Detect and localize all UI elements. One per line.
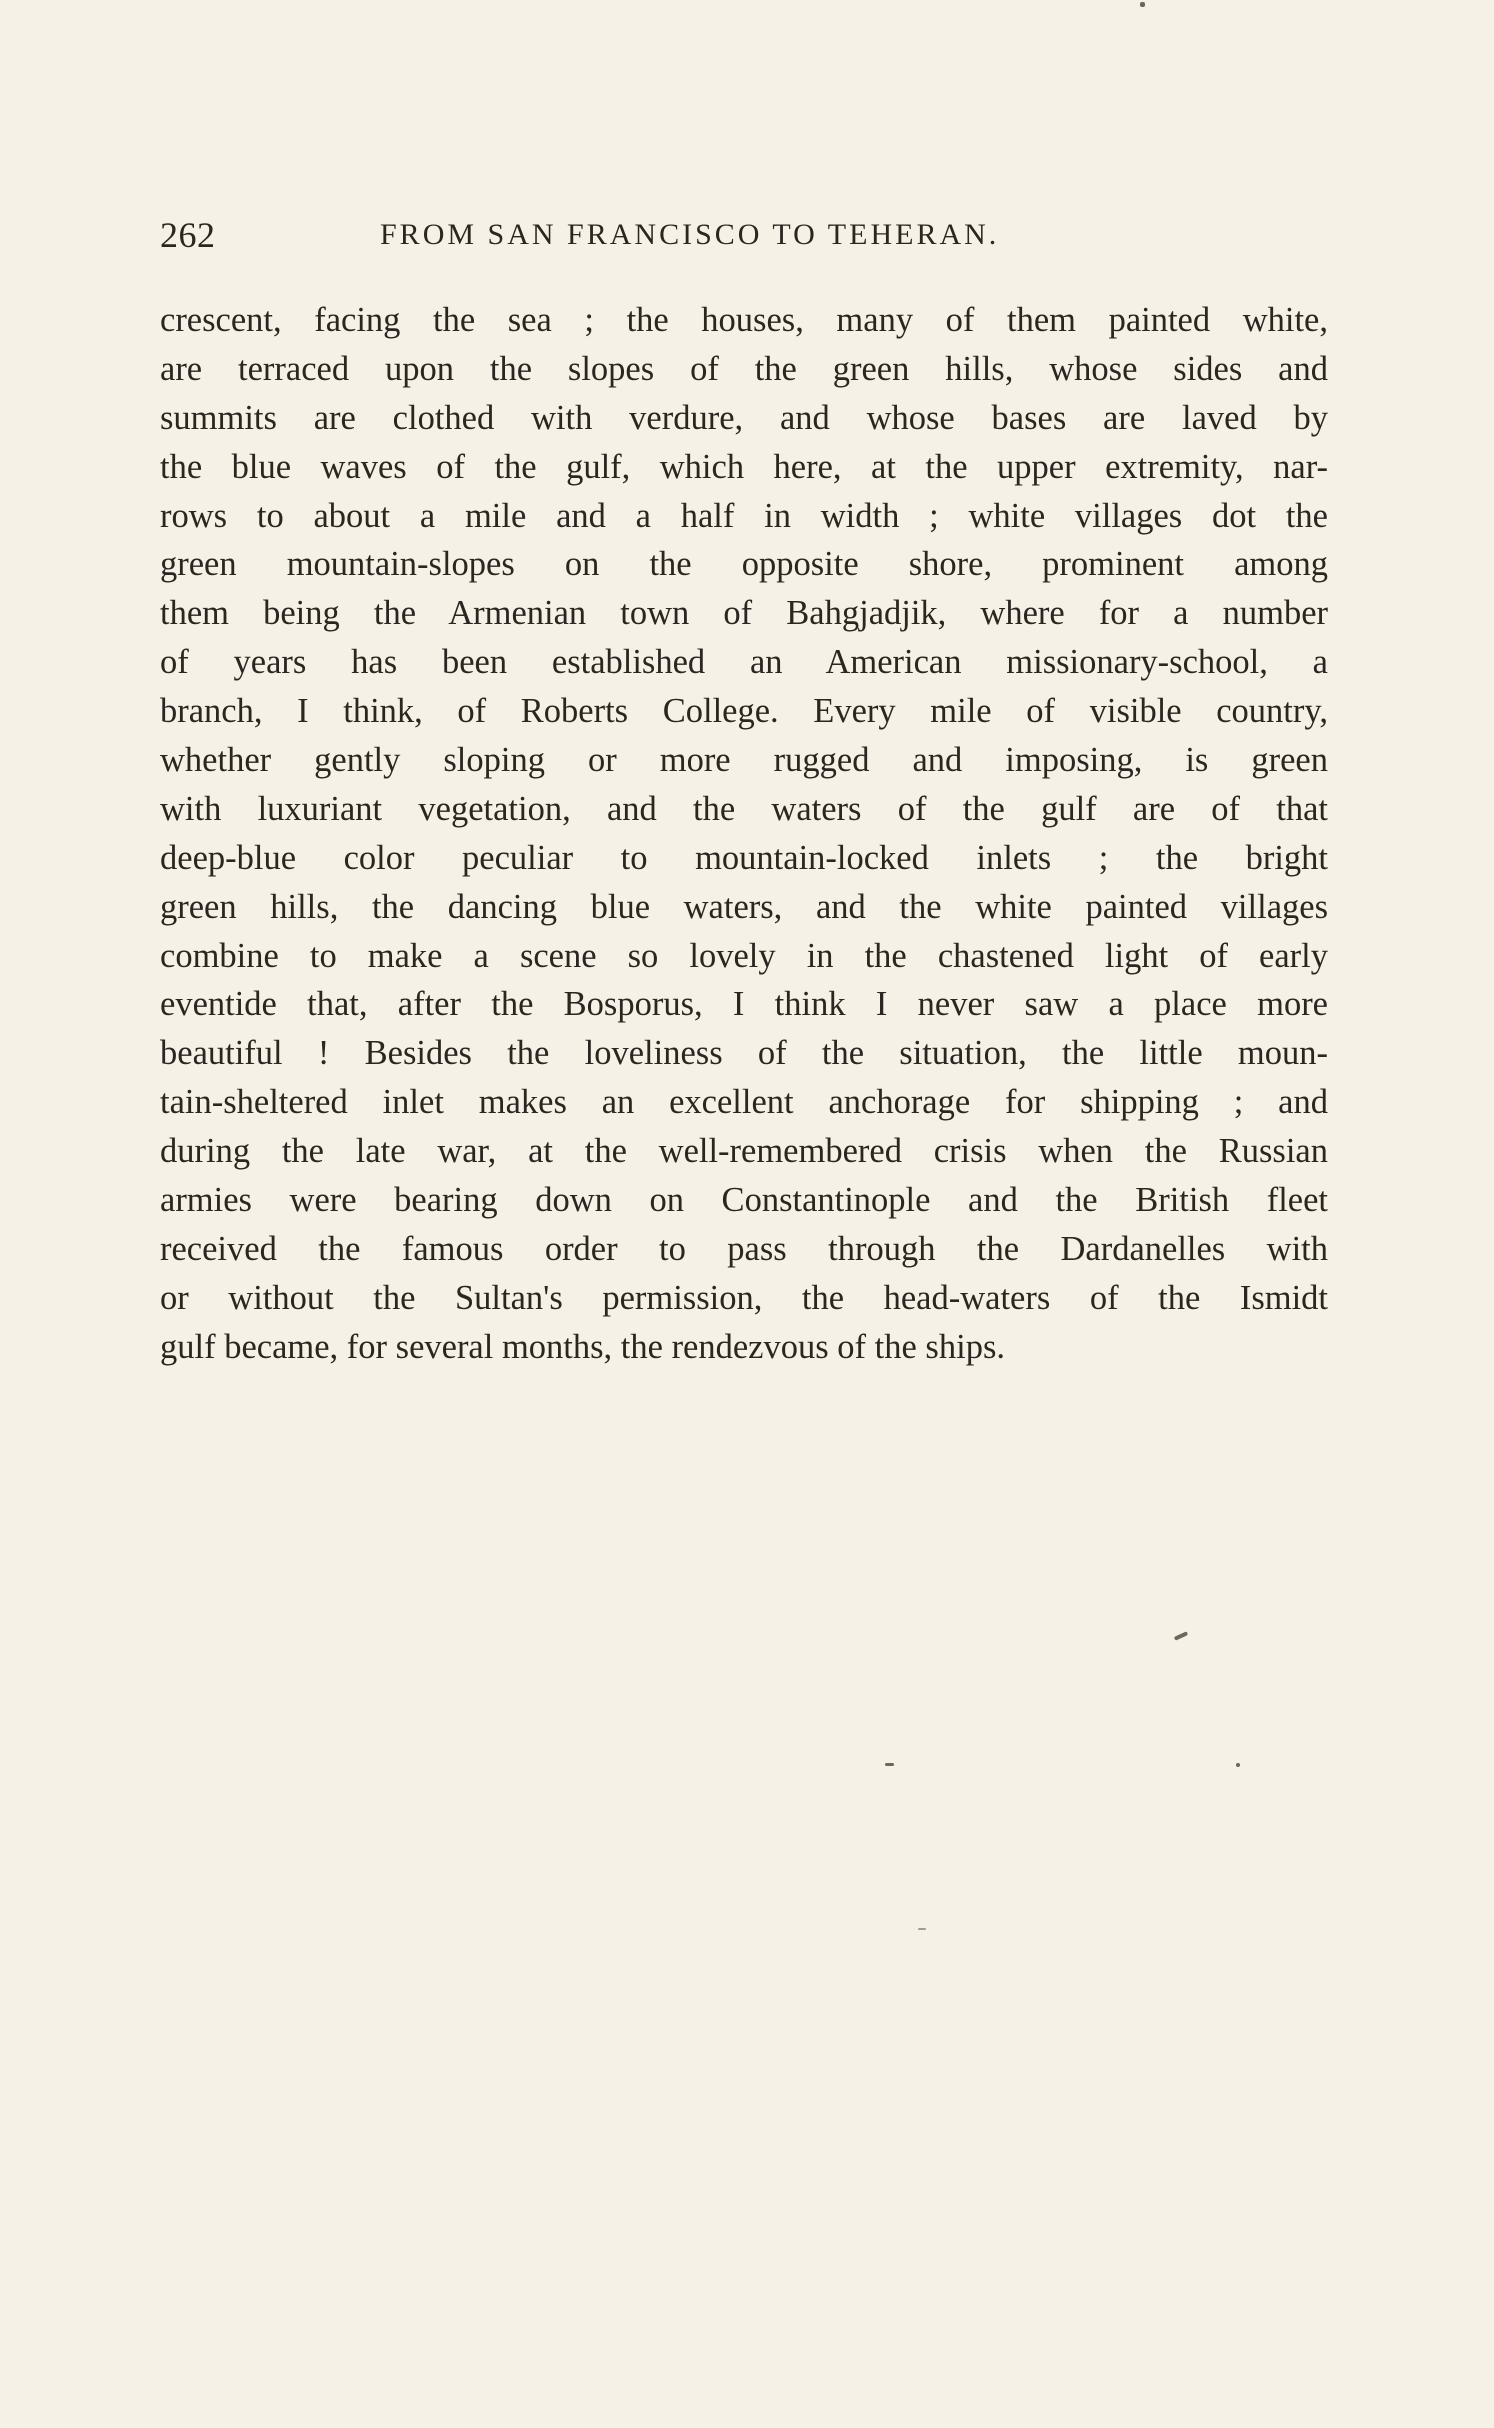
text-line: or without the Sultan's permission, the head-waters of the Ismidt (160, 1278, 1328, 1317)
text-line: them being the Armenian town of Bahgjadjik, where for a number (160, 594, 1328, 633)
text-line: with luxuriant vegetation, and the waters of the gulf are of that (160, 789, 1328, 828)
text-line: green hills, the dancing blue waters, and the white painted villages (160, 887, 1328, 926)
text-line: deep-blue color peculiar to mountain-locked inlets ; the bright (160, 838, 1328, 877)
paper-speck (918, 1928, 926, 1930)
text-line: received the famous order to pass through the Dardanelles with (160, 1229, 1328, 1268)
text-line: eventide that, after the Bosporus, I think I never saw a place more (160, 985, 1328, 1024)
text-line: whether gently sloping or more rugged and imposing, is green (160, 741, 1328, 780)
text-line: crescent, facing the sea ; the houses, many of them painted white, (160, 301, 1328, 339)
text-line: green mountain-slopes on the opposite shore, prominent among (160, 545, 1328, 584)
text-line: combine to make a scene so lovely in the chastened light of early (160, 936, 1328, 975)
text-line: the blue waves of the gulf, which here, at the upper extremity, nar- (160, 447, 1328, 486)
page-header (160, 214, 1320, 264)
text-line: during the late war, at the well-remembered crisis when the Russian (160, 1132, 1328, 1171)
text-line: armies were bearing down on Constantinople and the British fleet (160, 1181, 1328, 1220)
text-line: branch, I think, of Roberts College. Every mile of visible country, (160, 692, 1328, 731)
text-line: of years has been established an American missionary-school, a (160, 643, 1328, 682)
page-number: 262 (160, 215, 216, 255)
text-line: summits are clothed with verdure, and whose bases are laved by (160, 398, 1328, 437)
paper-speck (1174, 1631, 1188, 1641)
running-title: FROM SAN FRANCISCO TO TEHERAN. (380, 218, 1000, 251)
text-line: rows to about a mile and a half in width ; white villages dot the (160, 496, 1328, 535)
text-line: tain-sheltered inlet makes an excellent anchorage for shipping ; and (160, 1083, 1328, 1122)
paper-speck (885, 1763, 894, 1766)
text-line: are terraced upon the slopes of the green hills, whose sides and (160, 349, 1328, 388)
text-line: gulf became, for several months, the rendezvous of the ships. (160, 1327, 1005, 1366)
text-line: beautiful ! Besides the loveliness of the situation, the little moun- (160, 1034, 1328, 1073)
paper-speck (1140, 2, 1145, 7)
paper-speck (1236, 1763, 1240, 1767)
body-paragraph (160, 296, 1328, 1372)
